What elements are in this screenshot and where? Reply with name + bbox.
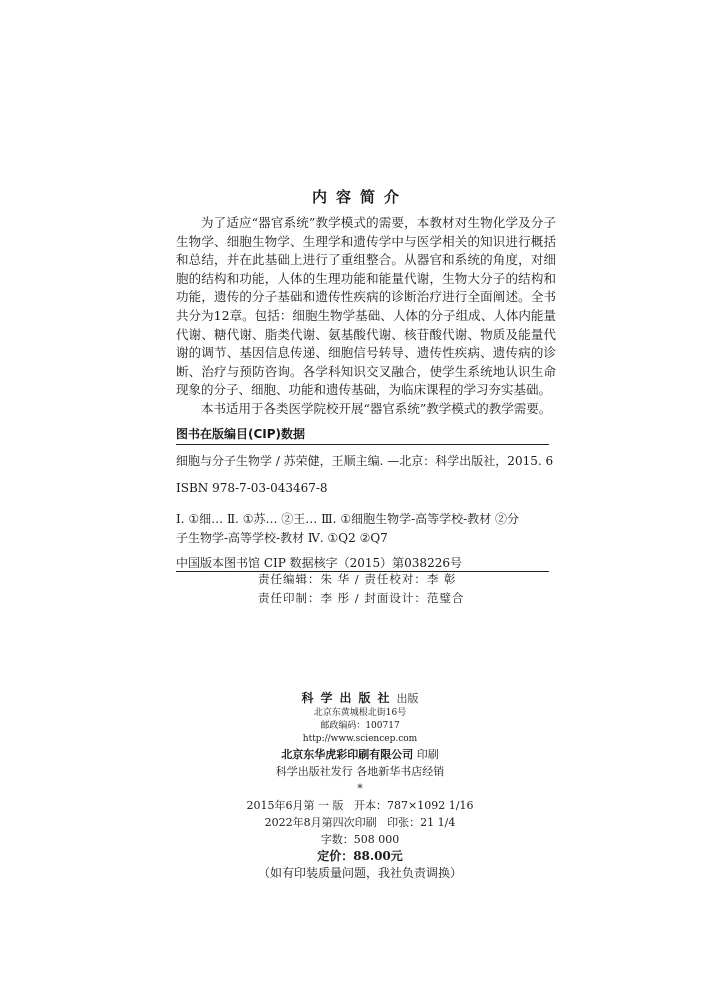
cip-heading: 图书在版编目(CIP)数据	[176, 427, 306, 441]
quality-notice: （如有印装质量问题，我社负责调换）	[257, 866, 462, 880]
publisher-postcode: 邮政编码：100717	[320, 721, 400, 731]
cip-top-rule	[176, 444, 549, 445]
summary-title: 内容简介	[311, 188, 408, 206]
printing-line	[0, 814, 720, 831]
distribution-line: 科学出版社发行 各地新华书店经销	[275, 765, 445, 778]
printer-suffix: 印刷	[416, 748, 439, 761]
cip-number: 中国版本图书馆 CIP 数据核字（2015）第038226号	[176, 556, 462, 570]
sheets: 印张：21 1/4	[387, 816, 456, 829]
publisher-name: 科学出版社	[301, 691, 397, 705]
summary-body	[176, 214, 556, 419]
publisher-suffix: 出版	[396, 692, 419, 705]
cip-classification-1: Ⅰ. ①细… Ⅱ. ①苏… ②王… Ⅲ. ①细胞生物学-高等学校-教材 ②分	[176, 512, 519, 526]
cip-title-line: 细胞与分子生物学 / 苏荣健，王顺主编. —北京：科学出版社，2015. 6	[176, 454, 554, 468]
publisher-line	[0, 690, 720, 707]
book-format: 开本：787×1092 1/16	[354, 799, 474, 812]
price: 定价：88.00元	[317, 849, 403, 863]
summary-paragraph: 为了适应“器官系统”教学模式的需要，本教材对生物化学及分子生物学、细胞生物学、生理学和遗传学中与医学相关的知识进行概括和总结，并在此基础上进行了重组整合。从器官和系统的角度，对细胞的结构和功能，人体的生理功能和能量代谢，生物大分子的结构和功能，遗传的分子基础和遗传性疾病的诊断治疗进行全面阐述。全书共分为12章。包括：细胞生物学基础、人体的分子组成、人体内能量代谢、糖代谢、脂类代谢、氨基酸代谢、核苷酸代谢、物质及能量代谢的调节、基因信息传递、细胞信号转导、遗传性疾病、遗传病的诊断、治疗与预防咨询。各学科知识交叉融合，使学生系统地认识生命现象的分子、细胞、功能和遗传基础，为临床课程的学习夯实基础。	[176, 215, 556, 398]
printer-line	[0, 746, 720, 763]
separator-asterisk: *	[357, 782, 363, 795]
cip-classification-2: 子生物学-高等学校-教材 Ⅳ. ①Q2 ②Q7	[176, 531, 388, 545]
staff-line-editors: 责任编辑：朱 华 / 责任校对：李 彰	[258, 572, 457, 586]
printer-name: 北京东华虎彩印刷有限公司	[281, 748, 414, 761]
word-count: 字数：508 000	[320, 833, 400, 846]
staff-line-production: 责任印制：李 彤 / 封面设计：范璧合	[258, 591, 465, 605]
edition: 2015年6月第 一 版	[246, 799, 344, 812]
publisher-website: http://www.sciencep.com	[302, 734, 418, 744]
printing: 2022年8月第四次印刷	[264, 816, 377, 829]
edition-line	[0, 797, 720, 814]
publisher-address: 北京东黄城根北街16号	[313, 708, 407, 718]
imprint	[0, 690, 720, 882]
summary-paragraph: 本书适用于各类医学院校开展“器官系统”教学模式的教学需要。	[201, 400, 552, 416]
cip-isbn: ISBN 978-7-03-043467-8	[176, 481, 328, 495]
staff-credits	[258, 570, 464, 608]
